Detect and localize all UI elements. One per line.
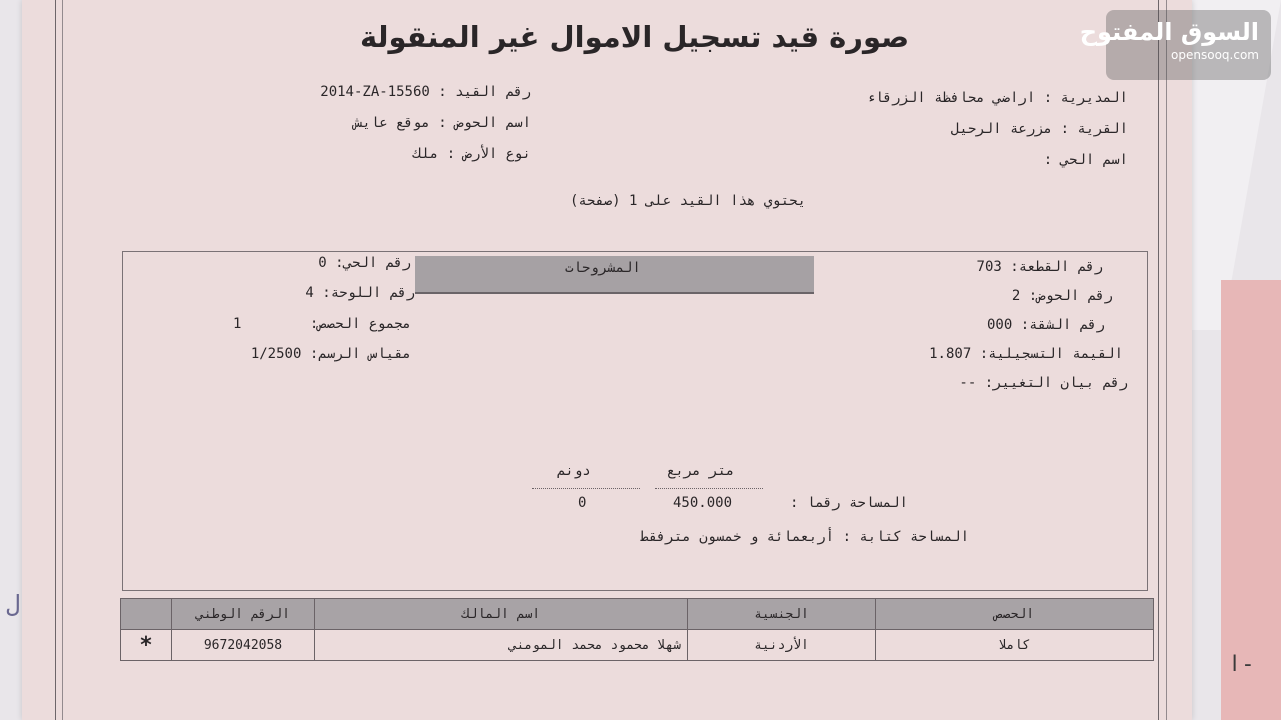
area-text-field xyxy=(640,529,969,545)
neighborhood-name-label: اسم الحي : xyxy=(1043,152,1128,168)
neighborhood-number-value: 0 xyxy=(318,255,327,271)
neighborhood-number-field xyxy=(318,255,411,271)
total-shares-value: 1 xyxy=(232,316,242,332)
basin-number-field xyxy=(1012,288,1113,304)
nationality-cell: الأردنية xyxy=(688,630,876,661)
record-number-value: 2014-ZA-15560 xyxy=(320,84,430,100)
directorate-value: اراضي محافظة الزرقاء xyxy=(866,90,1036,106)
neighborhood-name-field xyxy=(1044,152,1128,168)
owners-table-header xyxy=(121,599,1154,630)
record-number-label: رقم القيد : xyxy=(438,84,531,100)
scale-value: 1/2500 xyxy=(250,346,302,362)
land-type-field xyxy=(413,146,531,162)
area-text-label: المساحة كتابة : xyxy=(842,529,969,545)
total-shares-field xyxy=(233,316,411,332)
directorate-field xyxy=(867,90,1128,106)
change-statement-value: -- xyxy=(959,375,977,391)
area-sqm-value: 450.000 xyxy=(673,495,733,511)
watermark-arabic: السوق المفتوح xyxy=(1079,18,1259,46)
village-value: مزرعة الرحيل xyxy=(950,121,1053,137)
plate-number-label: رقم اللوحة: xyxy=(322,285,415,301)
right-border-line xyxy=(1158,0,1159,720)
basin-number-value: 2 xyxy=(1011,288,1021,304)
basin-number-label: رقم الحوض: xyxy=(1028,288,1113,304)
sqm-underline xyxy=(655,488,763,489)
table-row xyxy=(121,630,1154,661)
row-marker: * xyxy=(121,630,172,661)
national-id-cell: 9672042058 xyxy=(172,630,315,661)
marker-header-cell xyxy=(121,599,172,630)
margin-pen-mark-right: ا- xyxy=(1228,652,1255,677)
land-type-label: نوع الأرض : xyxy=(446,146,531,162)
left-border-line-inner xyxy=(62,0,63,720)
registered-value-field xyxy=(929,346,1123,362)
area-text-value: أربعمائة و خمسون مترفقط xyxy=(640,529,835,545)
left-border-line xyxy=(55,0,56,720)
village-label: القرية : xyxy=(1060,121,1128,137)
record-number-field xyxy=(320,84,531,100)
directorate-label: المديرية : xyxy=(1043,90,1128,106)
parcel-number-value: 703 xyxy=(976,259,1002,275)
change-statement-label: رقم بيان التغيير: xyxy=(984,375,1128,391)
area-numeric-label: المساحة رقما : xyxy=(789,495,908,511)
remarks-label: المشروحات xyxy=(565,260,641,276)
apartment-number-field xyxy=(987,317,1105,333)
dunum-underline xyxy=(532,488,640,489)
parcel-number-label: رقم القطعة: xyxy=(1010,259,1103,275)
owners-table xyxy=(120,598,1154,661)
watermark-latin: opensooq.com xyxy=(1171,48,1259,62)
basin-name-field xyxy=(354,115,531,131)
owner-name-header: اسم المالك xyxy=(315,599,688,630)
basin-name-label: اسم الحوض : xyxy=(438,115,531,131)
unit-dunum-label: دونم xyxy=(557,463,591,479)
shares-header: الحصص xyxy=(876,599,1154,630)
scale-field xyxy=(251,346,411,362)
neighborhood-number-label: رقم الحي: xyxy=(335,255,411,271)
pages-note: يحتوي هذا القيد على 1 (صفحة) xyxy=(569,193,806,209)
registered-value-value: 1.807 xyxy=(929,346,972,362)
nationality-header: الجنسية xyxy=(688,599,876,630)
owner-name-cell: شهلا محمود محمد المومني xyxy=(315,630,688,661)
parcel-number-field xyxy=(977,259,1103,275)
registered-value-label: القيمة التسجيلية: xyxy=(979,346,1123,362)
scale-label: مقياس الرسم: xyxy=(309,346,411,362)
parcel-details-box xyxy=(122,251,1148,591)
plate-number-value: 4 xyxy=(305,285,314,301)
national-id-header: الرقم الوطني xyxy=(172,599,315,630)
total-shares-label: مجموع الحصص: xyxy=(309,316,411,332)
basin-name-value: موقع عايش xyxy=(353,115,430,131)
shares-cell: كاملا xyxy=(876,630,1154,661)
unit-sqm-label: متر مربع xyxy=(667,463,735,479)
village-field xyxy=(951,121,1128,137)
document-title: صورة قيد تسجيل الاموال غير المنقولة xyxy=(360,20,910,54)
plate-number-field xyxy=(305,285,415,301)
apartment-number-value: 000 xyxy=(986,317,1013,333)
right-border-line-inner xyxy=(1166,0,1167,720)
apartment-number-label: رقم الشقة: xyxy=(1020,317,1105,333)
margin-pen-mark: ل xyxy=(6,590,21,618)
opensooq-watermark xyxy=(1080,18,1259,62)
change-statement-field xyxy=(959,375,1128,391)
land-type-value: ملك xyxy=(412,146,439,162)
area-dunum-value: 0 xyxy=(578,495,587,511)
